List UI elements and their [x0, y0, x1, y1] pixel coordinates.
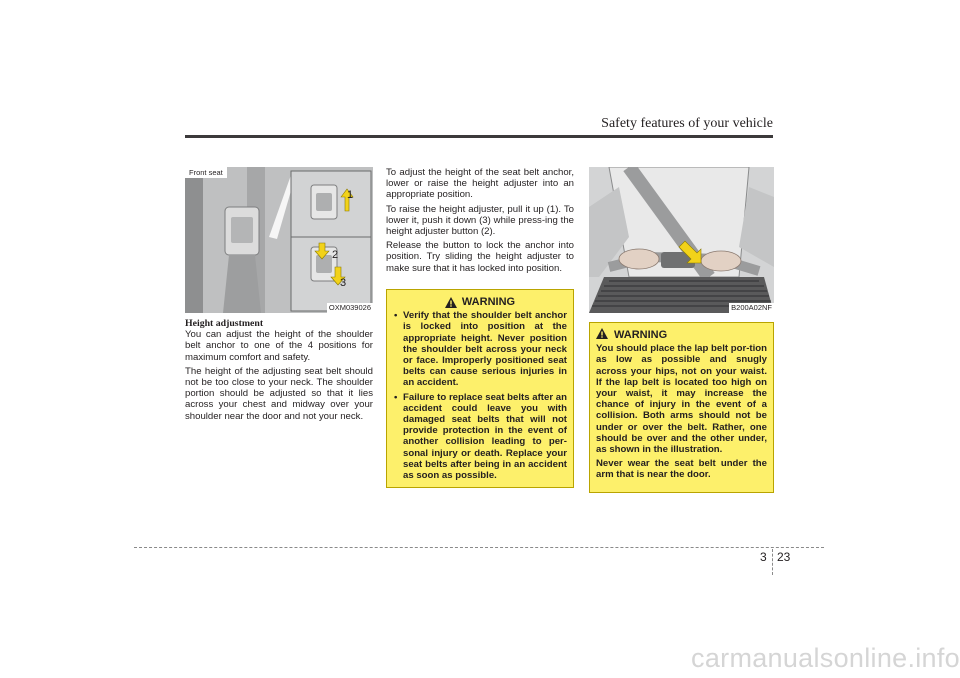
height-adjuster-figure	[185, 167, 373, 313]
warning-item: • Failure to replace seat belts after an accident could leave you with damaged seat belts that will not provide protection in the event of another collision leading to per-sonal injury or death. Replace your seat belts after being in an accident as soon as possible.	[403, 392, 567, 482]
callout-2: 2	[332, 249, 339, 261]
callout-3: 3	[340, 277, 347, 289]
lap-belt-figure	[589, 167, 774, 313]
warning-triangle-icon	[596, 328, 608, 339]
lap-belt-illustration	[589, 167, 774, 313]
warning-header	[596, 330, 767, 341]
paragraph: To adjust the height of the seat belt anchor, lower or raise the height adjuster into an appropriate position.	[386, 167, 574, 201]
warning-list	[393, 310, 567, 481]
figure-tag: Front seat	[185, 167, 227, 178]
figure-code: OXM039026	[328, 303, 371, 312]
paragraph: The height of the adjusting seat belt should not be too close to your neck. The shoulder portion should be adjusted so that it lies across your chest and midway over your shoulder near the door and not your neck.	[185, 365, 373, 422]
page-separator	[772, 549, 773, 575]
warning-title: WARNING	[461, 296, 516, 308]
paragraph: Release the button to lock the anchor into position. Try sliding the height adjuster to make sure that it has locked into position.	[386, 240, 574, 274]
footer-rule	[134, 547, 824, 548]
page-number: 23	[777, 550, 791, 564]
warning-box-lap-belt	[589, 322, 774, 493]
warning-title: WARNING	[614, 329, 668, 341]
paragraph: You can adjust the height of the shoulder belt anchor to one of the 4 positions for maximum comfort and safety.	[185, 329, 373, 363]
warning-header	[393, 297, 567, 308]
section-title: Safety features of your vehicle	[601, 116, 773, 131]
warning-triangle-icon	[445, 297, 457, 308]
height-adjustment-heading: Height adjustment	[185, 318, 264, 329]
figure-code: B200A02NF	[731, 303, 772, 312]
watermark: carmanualsonline.info	[691, 643, 960, 673]
callout-1: 1	[347, 189, 354, 201]
header-rule	[185, 135, 773, 138]
chapter-number: 3	[760, 550, 767, 564]
warning-paragraph: Never wear the seat belt under the arm that is near the door.	[596, 458, 767, 481]
height-adjuster-illustration	[185, 167, 373, 313]
warning-item: • Verify that the shoulder belt anchor is locked into position at the appropriate height. Never position the shoulder belt across your neck or face. Improperly positioned seat belts can cause serious injuries in an accident.	[403, 310, 567, 388]
warning-paragraph: You should place the lap belt por-tion as low as possible and snugly across your hips, not on your waist. If the lap belt is located too high on your waist, it may increase the chance of injury in the event of a collision. Both arms should not be under or over the belt. Rather, one should be over and the other under, as shown in the illustration.	[596, 343, 767, 456]
left-column	[185, 318, 373, 425]
paragraph: To raise the height adjuster, pull it up (1). To lower it, push it down (3) while press-ing the height adjuster button (2).	[386, 203, 574, 238]
warning-box-anchor	[386, 289, 574, 488]
middle-column	[386, 167, 574, 277]
